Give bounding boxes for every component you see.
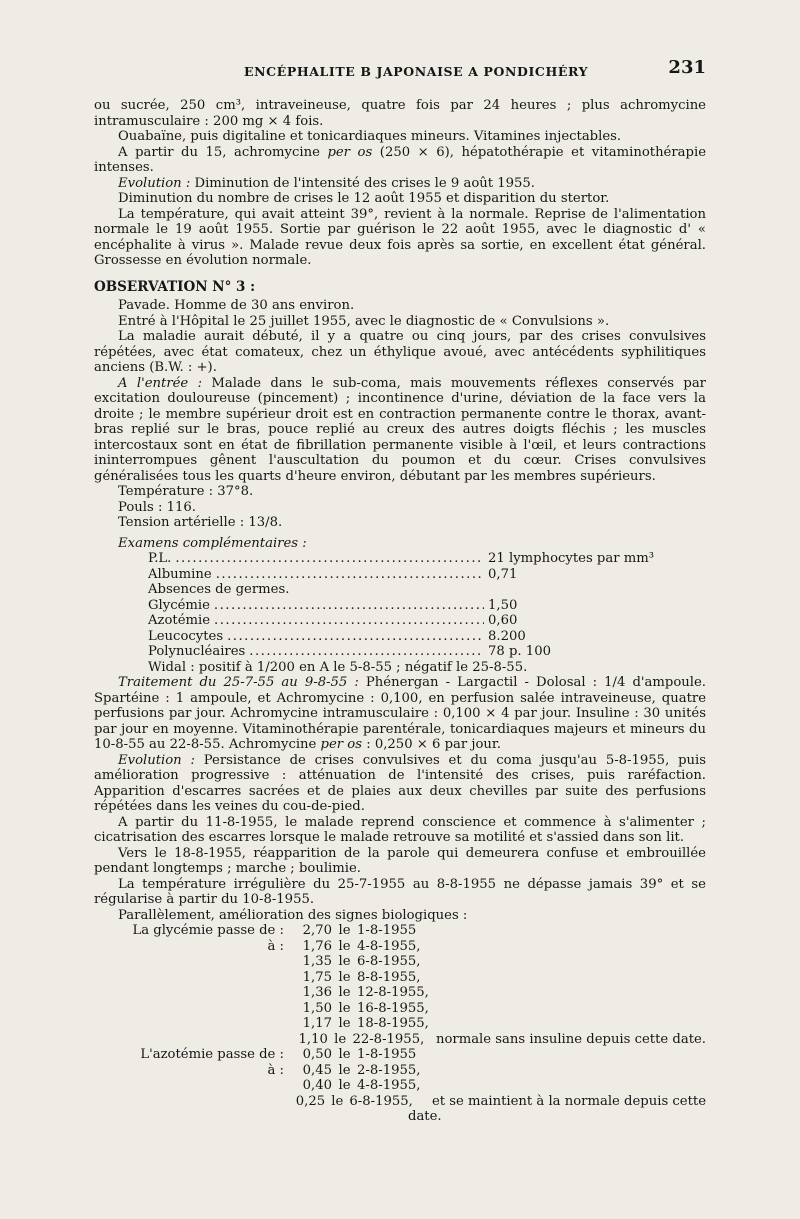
paragraph: La température, qui avait atteint 39°, revient à la normale. Reprise de l'alimentation normale le 19 août 1955. Sortie par guérison le 22 août 1955, avec le diagnostic d' « encéphalite à virus ». Malade revue deux fois après sa sortie, en excellent état général. Grossesse en évolution normale. bbox=[94, 206, 706, 268]
glycemia-row: à : 1,76 le 4-8-1955, bbox=[267, 938, 421, 954]
glycemia-row: 1,35 le 6-8-1955, bbox=[302, 954, 421, 969]
paragraph: Parallèlement, amélioration des signes biologiques : bbox=[118, 907, 468, 923]
page-number: 231 bbox=[668, 57, 706, 78]
paragraph: Evolution : Persistance de crises convulsives et du coma jusqu'au 5-8-1955, puis amélioration progressive : atténuation de l'intensité des crises, puis raréfaction. Apparition d'escarres sacrées et de plaies aux deux chevilles par suite des perfusions répétées dans les veines du cou-de-pied. bbox=[94, 752, 707, 814]
exam-row: Azotémie ..... 0,60 bbox=[148, 613, 658, 629]
vital-blood-pressure: Tension artérielle : 13/8. bbox=[118, 515, 283, 530]
glycemia-row: 1,36 le 12-8-1955, bbox=[302, 985, 429, 1000]
paragraph: Traitement du 25-7-55 au 9-8-55 : Phénergan - Largactil - Dolosal : 1/4 d'ampoule. Spartéine : 1 ampoule, et Achromycine : 0,100, en perfusion salée intraveineuse, quatre perfusions par jour. Achromycine intramusculaire : 0,100 × 4 par jour. Insuline : 30 unités par jour en moyenne. Vitaminothérapie parentérale, tonicardiaques majeurs et mineurs du 10-8-55 au 22-8-55. Achromycine per os : 0,250 × 6 par jour. bbox=[94, 675, 706, 752]
paragraph: Evolution : Diminution de l'intensité des crises le 9 août 1955. bbox=[118, 175, 535, 191]
exam-row: Absences de germes. bbox=[148, 582, 290, 597]
glycemia-row: La glycémie passe de : 2,70 le 1-8-1955 bbox=[132, 923, 417, 938]
azotemia-row: L'azotémie passe de : 0,50 le 1-8-1955 bbox=[140, 1047, 417, 1062]
widal-result: Widal : positif à 1/200 en A le 5-8-55 ; négatif le 25-8-55. bbox=[148, 659, 528, 675]
paragraph: Diminution du nombre de crises le 12 août 1955 et disparition du stertor. bbox=[118, 191, 610, 206]
azotemia-row: 0,40 le 4-8-1955, bbox=[302, 1078, 421, 1093]
paragraph: ou sucrée, 250 cm³, intraveineuse, quatre fois par 24 heures ; plus achromycine intramusculaire : 200 mg × 4 fois. bbox=[94, 98, 706, 129]
glycemia-table bbox=[94, 923, 706, 1047]
paragraph: Entré à l'Hôpital le 25 juillet 1955, avec le diagnostic de « Convulsions ». bbox=[118, 313, 610, 329]
paragraph: La température irrégulière du 25-7-1955 au 8-8-1955 ne dépasse jamais 39° et se régularise à partir du 10-8-1955. bbox=[94, 876, 706, 907]
paragraph: Ouabaïne, puis digitaline et tonicardiaques mineurs. Vitamines injectables. bbox=[118, 129, 622, 144]
page-header bbox=[94, 57, 706, 84]
exam-row: Albumine ..... 0,71 bbox=[148, 567, 658, 583]
azotemia-table bbox=[94, 1047, 706, 1125]
exam-row: Polynucléaires ..... 78 p. 100 bbox=[148, 644, 658, 660]
paragraph: La maladie aurait débuté, il y a quatre ou cinq jours, par des crises convulsives répétées, avec état comateux, chez un éthylique avoué, avec antécédents syphilitiques anciens (B.W. : +). bbox=[94, 329, 706, 375]
exams-list bbox=[148, 551, 706, 660]
paragraph: Pavade. Homme de 30 ans environ. bbox=[118, 298, 355, 313]
section-heading: OBSERVATION N° 3 : bbox=[94, 278, 256, 295]
glycemia-row: 1,50 le 16-8-1955, bbox=[302, 1000, 429, 1016]
azotemia-continuation: date. bbox=[408, 1109, 442, 1124]
running-title: ENCÉPHALITE B JAPONAISE A PONDICHÉRY bbox=[244, 64, 589, 79]
azotemia-row: à : 0,45 le 2-8-1955, bbox=[267, 1062, 421, 1078]
paragraph: Vers le 18-8-1955, réapparition de la parole qui demeurera confuse et embrouillée pendant longtemps ; marche ; boulimie. bbox=[94, 845, 706, 876]
exam-row: Leucocytes ..... 8.200 bbox=[148, 629, 658, 645]
glycemia-row: 1,10 le 22-8-1955, normale sans insuline depuis cette date. bbox=[298, 1031, 706, 1047]
paragraph: A partir du 11-8-1955, le malade reprend conscience et commence à s'alimenter ; cicatrisation des escarres lorsque le malade retrouve sa motilité et s'assied dans son lit. bbox=[94, 814, 706, 845]
vital-pulse: Pouls : 116. bbox=[118, 499, 196, 515]
glycemia-row: 1,17 le 18-8-1955, bbox=[302, 1016, 429, 1031]
vital-temperature: Température : 37°8. bbox=[118, 484, 254, 499]
glycemia-row: 1,75 le 8-8-1955, bbox=[302, 969, 421, 985]
paragraph: A partir du 15, achromycine per os (250 × 6), hépatothérapie et vitaminothérapie intenses. bbox=[94, 144, 706, 175]
exam-row: Glycémie ..... 1,50 bbox=[148, 598, 658, 614]
paragraph: A l'entrée : Malade dans le sub-coma, mais mouvements réflexes conservés par excitation douloureuse (pincement) ; incontinence d'urine, déviation de la face vers la droite ; le membre supérieur droit est en contraction permanente contre le thorax, avant-bras replié sur le bras, pouce replié au creux des autres doigts fléchis ; les muscles intercostaux sont en état de fibrillation permanente visible à l'œil, et leurs contractions ininterrompues gênent l'auscultation du poumon et du cœur. Crises convulsives généralisées tous les quarts d'heure environ, débutant par les membres supérieurs. bbox=[94, 375, 706, 484]
document-page bbox=[94, 57, 707, 1125]
exam-row: P.L. ..... 21 lymphocytes par mm³ bbox=[148, 551, 658, 567]
azotemia-row: 0,25 le 6-8-1955, et se maintient à la normale depuis cette bbox=[295, 1093, 706, 1109]
exams-title: Examens complémentaires : bbox=[118, 535, 307, 551]
